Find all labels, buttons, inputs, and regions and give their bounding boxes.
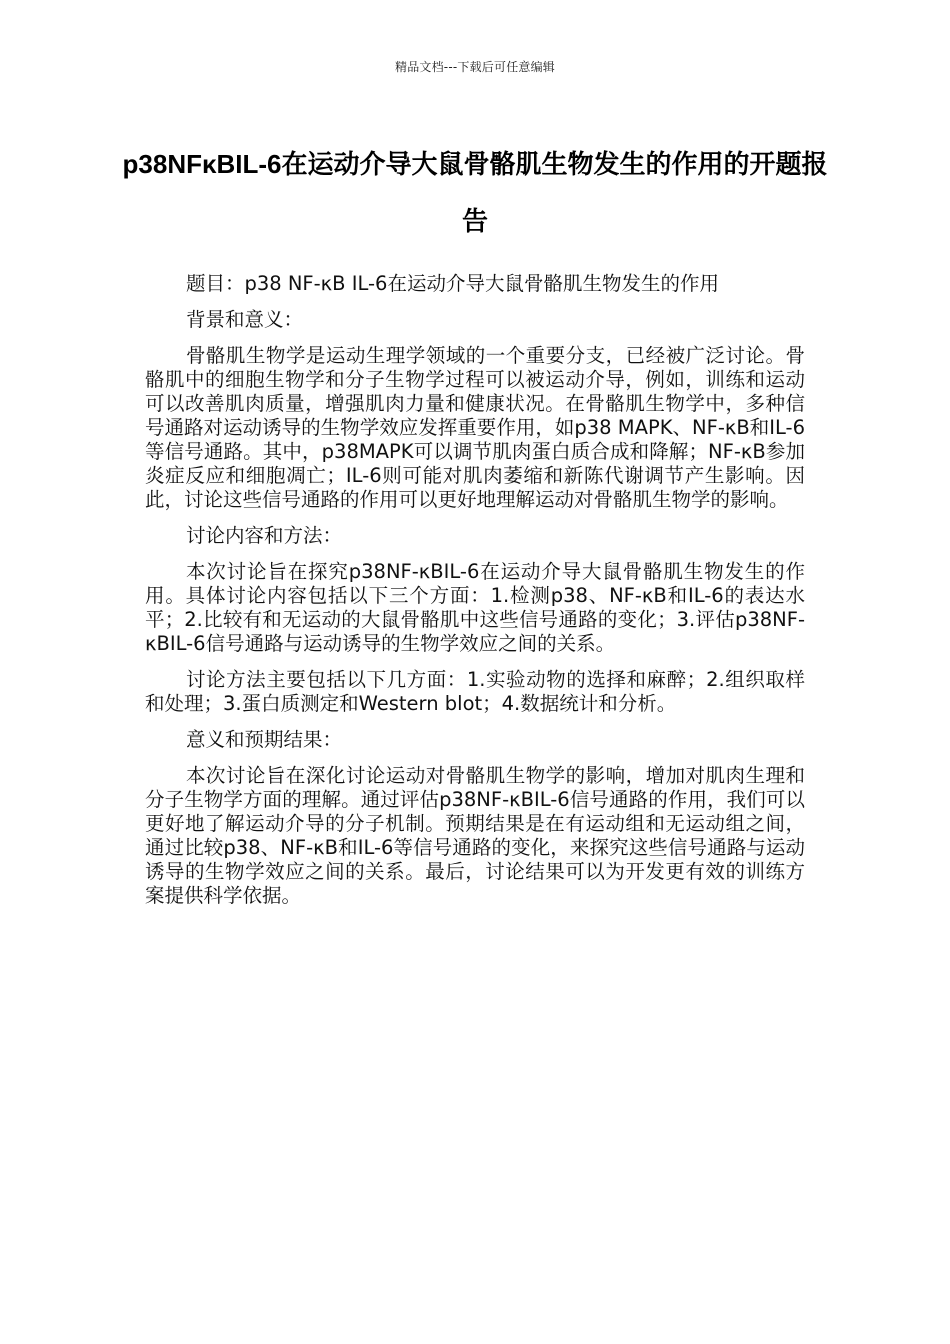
section-heading-content-methods: 讨论内容和方法： [185,524,342,547]
paragraph-methods: 讨论方法主要包括以下几方面：1.实验动物的选择和麻醉；2.组织取样和处理；3.蛋白质测定和Western blot；4.数据统计和分析。 [145,668,805,715]
section-heading-background: 背景和意义： [185,308,303,331]
page-header-watermark: 精品文档---下载后可任意编辑 [395,60,555,74]
paragraph-content: 本次讨论旨在探究p38NF-κBIL-6在运动介导大鼠骨骼肌生物发生的作用。具体讨论内容包括以下三个方面：1.检测p38、NF-κB和IL-6的表达水平；2.比较有和无运动的大鼠骨骼肌中这些信号通路的变化；3.评估p38NF-κBIL-6信号通路与运动诱导的生物学效应之间的关系。 [145,560,805,655]
topic-line: 题目：p38 NF-κB IL-6在运动介导大鼠骨骼肌生物发生的作用 [185,272,719,295]
document-title: p38NFκBIL-6在运动介导大鼠骨骼肌生物发生的作用的开题报告 [122,149,828,236]
document-body [145,272,805,920]
paragraph-background: 骨骼肌生物学是运动生理学领域的一个重要分支，已经被广泛讨论。骨骼肌中的细胞生物学和分子生物学过程可以被运动介导，例如，训练和运动可以改善肌肉质量，增强肌肉力量和健康状况。在骨骼肌生物学中，多种信号通路对运动诱导的生物学效应发挥重要作用，如p38 MAPK、NF-κB和IL-6等信号通路。其中，p38MAPK可以调节肌肉蛋白质合成和降解；NF-κB参加炎症反应和细胞凋亡；IL-6则可能对肌肉萎缩和新陈代谢调节产生影响。因此，讨论这些信号通路的作用可以更好地理解运动对骨骼肌生物学的影响。 [145,344,805,511]
paragraph-significance: 本次讨论旨在深化讨论运动对骨骼肌生物学的影响，增加对肌肉生理和分子生物学方面的理解。通过评估p38NF-κBIL-6信号通路的作用，我们可以更好地了解运动介导的分子机制。预期结果是在有运动组和无运动组之间，通过比较p38、NF-κB和IL-6等信号通路的变化，来探究这些信号通路与运动诱导的生物学效应之间的关系。最后，讨论结果可以为开发更有效的训练方案提供科学依据。 [145,764,805,907]
section-heading-significance: 意义和预期结果： [185,728,342,751]
